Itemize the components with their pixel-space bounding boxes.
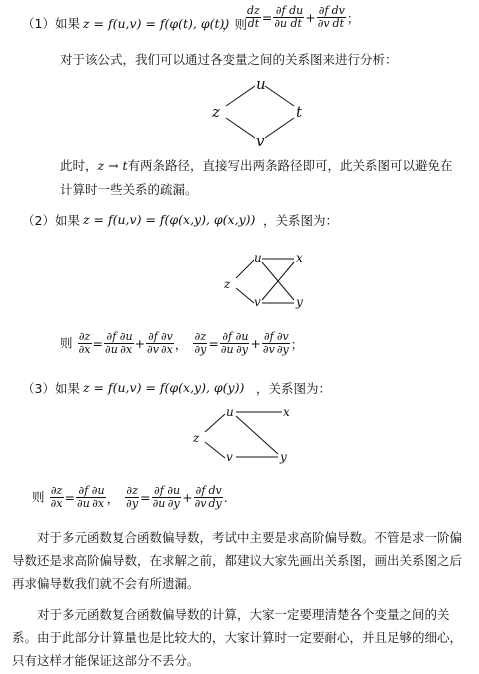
section1-then: ，则: [222, 17, 248, 32]
node2-x: x: [296, 251, 303, 265]
node3-y: y: [280, 450, 287, 464]
section3-formula: z = f(u,v) = f(φ(x,y), φ(y)): [83, 380, 245, 395]
paragraph-1: 对于多元函数复合函数偏导数，考试中主要是求高阶偏导数。不管是求一阶偏导数还是求高阶偏导数，在求解之前，都建议大家先画出关系图，画出关系图之后再求偏导数我们就不会有所遗漏。: [12, 530, 463, 591]
node3-u: u: [226, 405, 234, 419]
section2-derivatives: 则 $\frac{\partial z}{\partial x}$ = $\frac{\partial f}{\partial u}$ $\frac{\partial u}{\partial x}$ + $\frac{\partial f}{\partial v}$ $\frac{\partial v}{\partial x}$ ， $\frac{\partial z}{\partial y}$ = $\frac{\partial f}{\partial u}$ $\frac{\partial u}{\partial y}$ + $\frac{\partial f}{\partial v}$ $\frac{\partial v}{\partial y}$ ；: [60, 330, 304, 356]
node3-v: v: [226, 450, 233, 464]
section1-label: （1）如果: [22, 16, 80, 31]
node2-u: u: [254, 251, 262, 265]
section1-note-line2: 计算时一些关系的疏漏。: [60, 182, 198, 197]
section2-suffix: ，关系图为：: [263, 213, 339, 228]
section3-suffix: ，关系图为：: [256, 381, 332, 396]
section2-formula: z = f(u,v) = f(φ(x,y), φ(x,y)): [83, 212, 256, 227]
node2-y: y: [296, 295, 303, 309]
section1-formula: z = f(u,v) = f(φ(t), φ(t)): [83, 16, 230, 31]
node-z: z: [212, 103, 220, 121]
section1-note-line1: 此时，z → t有两条路径，直接写出两条路径即可，此关系图可以避免在: [60, 158, 453, 173]
node-t: t: [296, 103, 303, 121]
section1-derivative-formula: $\frac{dz}{dt}$ = $\frac{\partial f}{\partial u}$ $\frac{du}{dt}$ + $\frac{\partial f}{\partial v}$ $\frac{dv}{dt}$ ；: [247, 4, 360, 30]
section1-analysis: 对于该公式，我们可以通过各变量之间的关系图来进行分析：: [60, 52, 398, 67]
node3-x: x: [283, 405, 290, 419]
node-v: v: [256, 132, 265, 150]
section2-label: （2）如果: [22, 213, 80, 228]
node2-v: v: [254, 295, 261, 309]
node3-z: z: [193, 431, 200, 445]
node2-z: z: [224, 277, 231, 291]
section3-label: （3）如果: [22, 381, 80, 396]
paragraph-2: 对于多元函数复合函数偏导数的计算，大家一定要理清楚各个变量之间的关系。由于此部分计算量也是比较大的，大家计算时一定要耐心，并且足够的细心，只有这样才能保证这部分不丢分。: [12, 607, 463, 668]
section3-derivatives: 则 $\frac{\partial z}{\partial x}$ = $\frac{\partial f}{\partial u}$ $\frac{\partial u}{\partial x}$ ， $\frac{\partial z}{\partial y}$ = $\frac{\partial f}{\partial u}$ $\frac{\partial u}{\partial y}$ + $\frac{\partial f}{\partial v}$ $\frac{dv}{dy}$ .: [32, 484, 228, 510]
node-u: u: [256, 75, 266, 93]
